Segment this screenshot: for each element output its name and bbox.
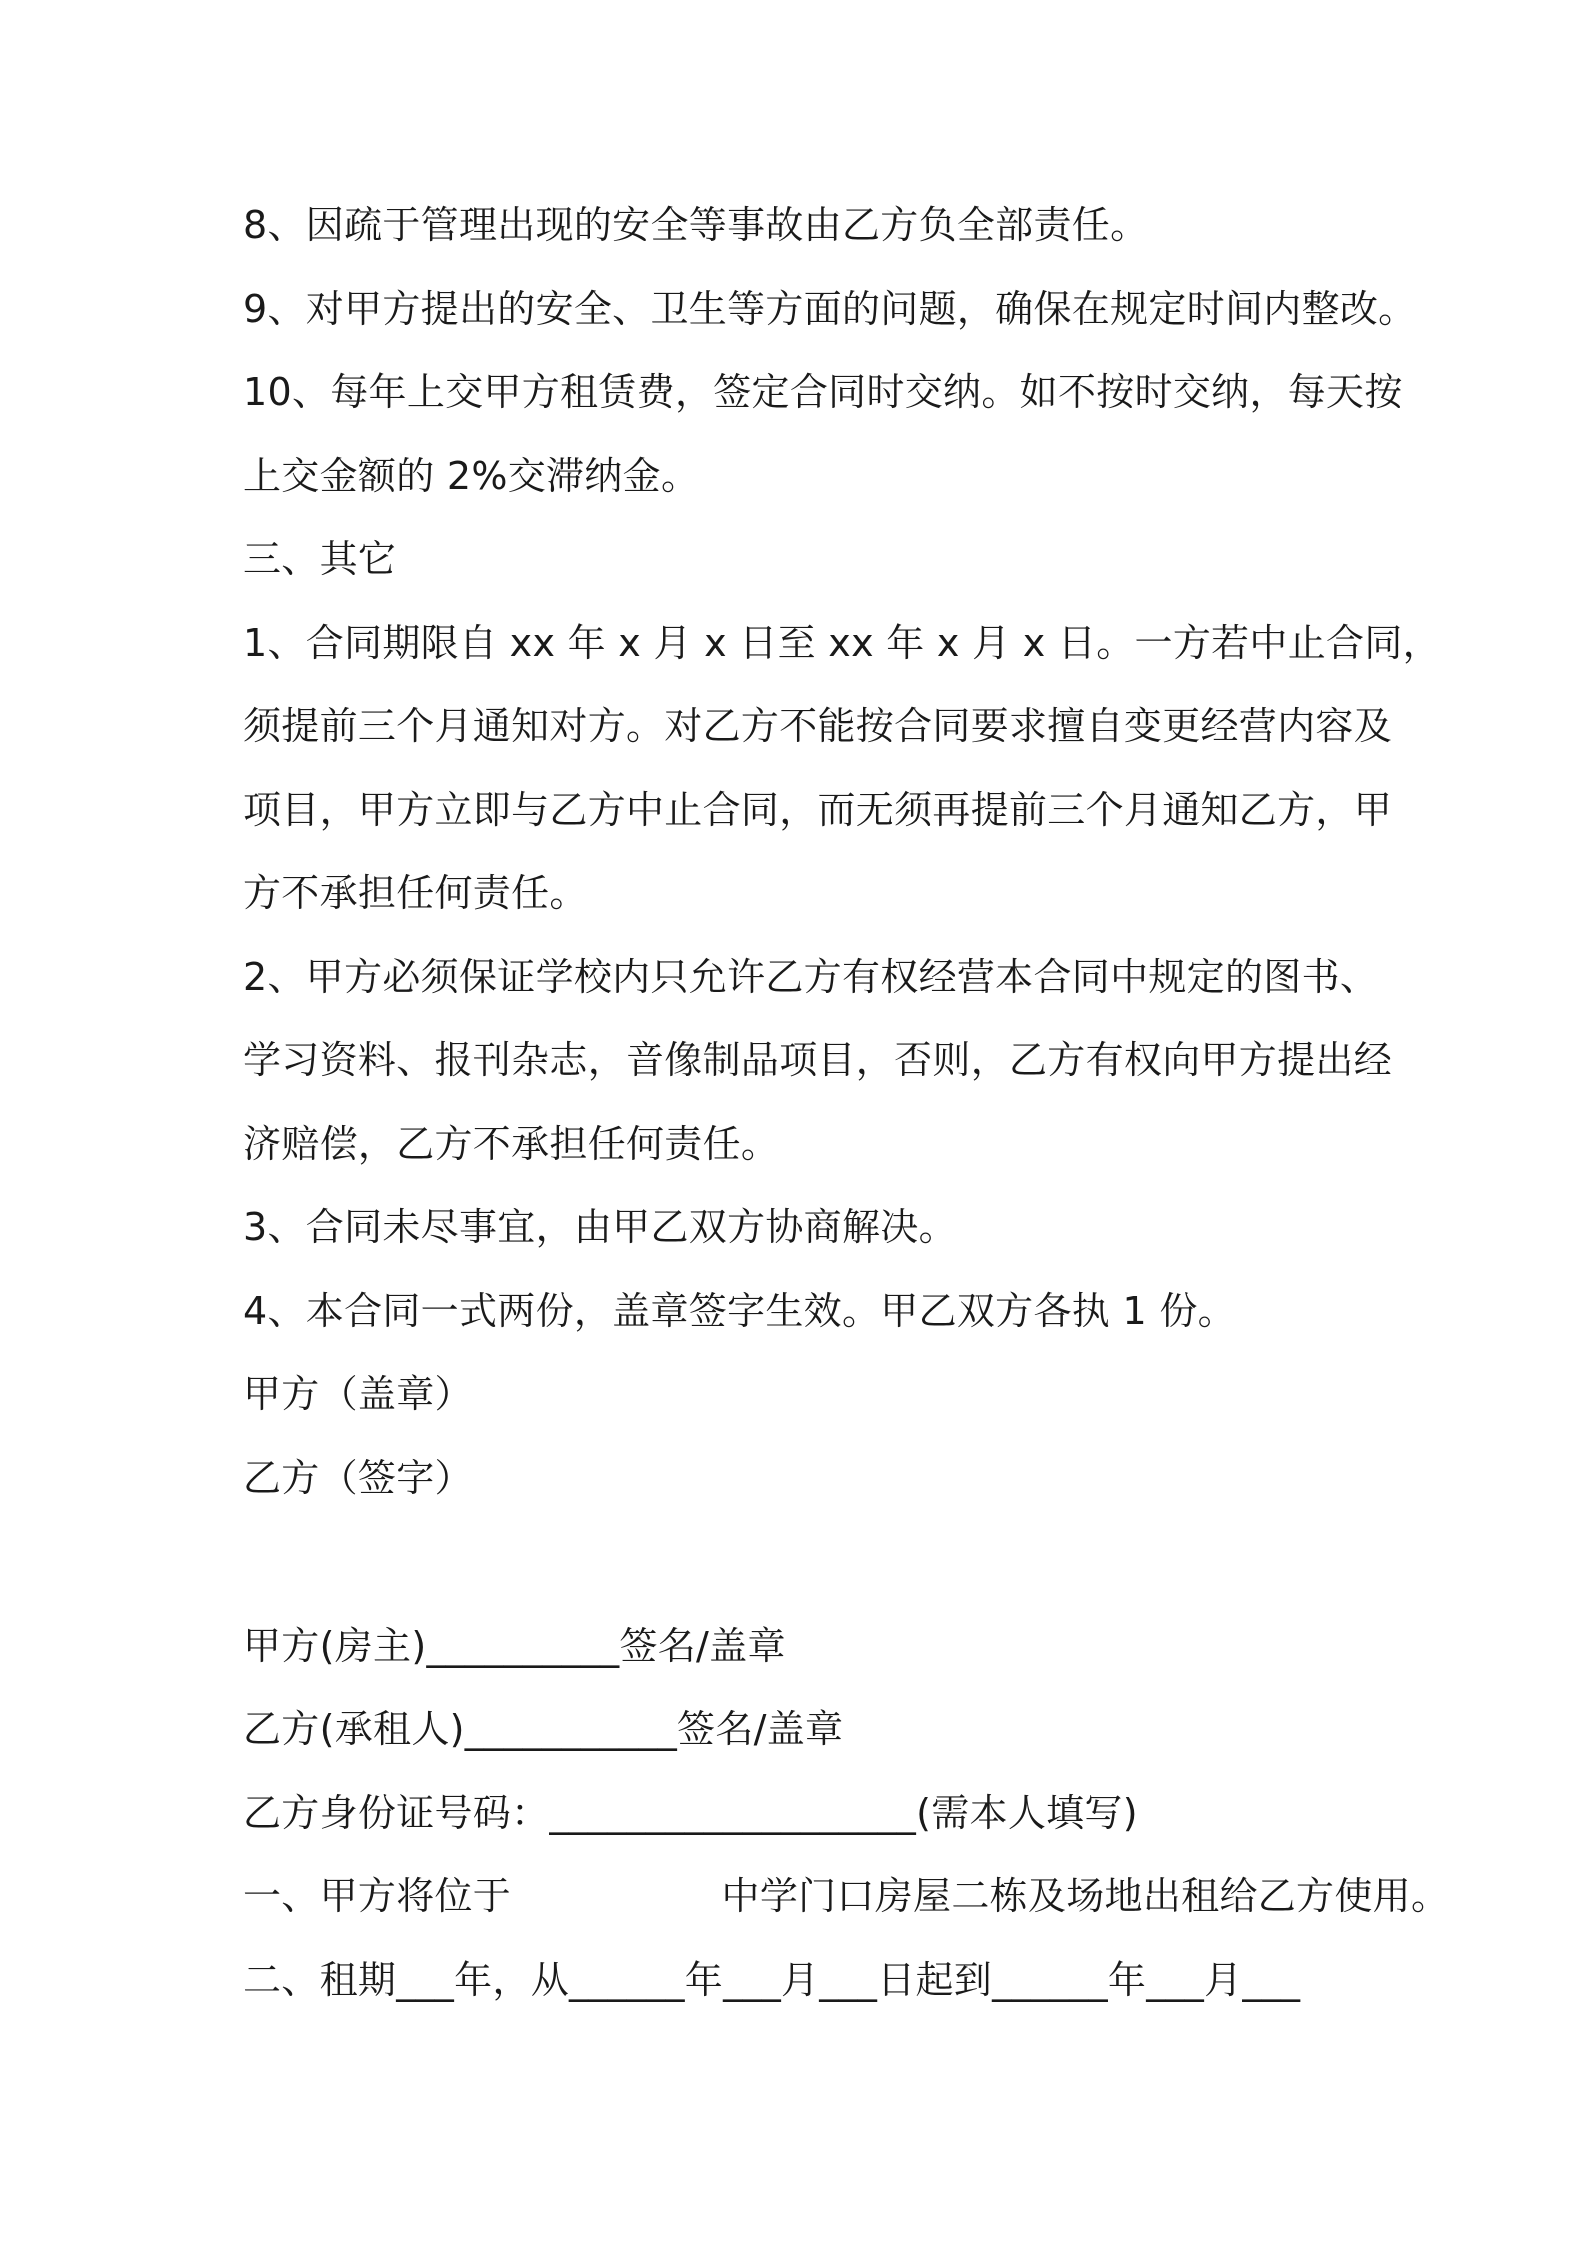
other-clause-4: 4、本合同一式两份，盖章签字生效。甲乙双方各执 1 份。 [243, 1289, 1236, 1333]
clause-8: 8、因疏于管理出现的安全等事故由乙方负全部责任。 [243, 203, 1149, 247]
lease-clause-2: 二、租期___年，从______年___月___日起到______年___月___ [243, 1958, 1301, 2002]
other-clause-1-line-1: 1、合同期限自 xx 年 x 月 x 日至 xx 年 x 月 x 日。一方若中止合同， [243, 621, 1441, 665]
other-clause-1-line-2: 须提前三个月通知对方。对乙方不能按合同要求擅自变更经营内容及 [243, 704, 1393, 748]
landlord-signature-line: 甲方(房主)__________签名/盖章 [243, 1624, 786, 1668]
section-heading-other: 三、其它 [243, 537, 397, 581]
other-clause-3: 3、合同未尽事宜，由甲乙双方协商解决。 [243, 1205, 957, 1249]
other-clause-2-line-2: 学习资料、报刊杂志，音像制品项目，否则，乙方有权向甲方提出经 [243, 1038, 1393, 1082]
other-clause-2-line-1: 2、甲方必须保证学校内只允许乙方有权经营本合同中规定的图书、 [243, 955, 1379, 999]
other-clause-1-line-3: 项目，甲方立即与乙方中止合同，而无须再提前三个月通知乙方，甲 [243, 788, 1393, 832]
clause-10-line-2: 上交金额的 2%交滞纳金。 [243, 454, 700, 498]
tenant-id-number-line: 乙方身份证号码：___________________(需本人填写) [243, 1791, 1138, 1835]
other-clause-1-line-4: 方不承担任何责任。 [243, 871, 588, 915]
party-b-sign-label: 乙方（签字） [243, 1456, 473, 1500]
clause-10-line-1: 10、每年上交甲方租赁费，签定合同时交纳。如不按时交纳，每天按 [243, 370, 1403, 414]
other-clause-2-line-3: 济赔偿，乙方不承担任何责任。 [243, 1122, 780, 1166]
contract-document [243, 0, 1450, 2244]
party-a-seal-label: 甲方（盖章） [243, 1372, 473, 1416]
lease-clause-1: 一、甲方将位于 中学门口房屋二栋及场地出租给乙方使用。 [243, 1874, 1450, 1918]
tenant-signature-line: 乙方(承租人)___________签名/盖章 [243, 1707, 844, 1751]
clause-9: 9、对甲方提出的安全、卫生等方面的问题，确保在规定时间内整改。 [243, 287, 1417, 331]
